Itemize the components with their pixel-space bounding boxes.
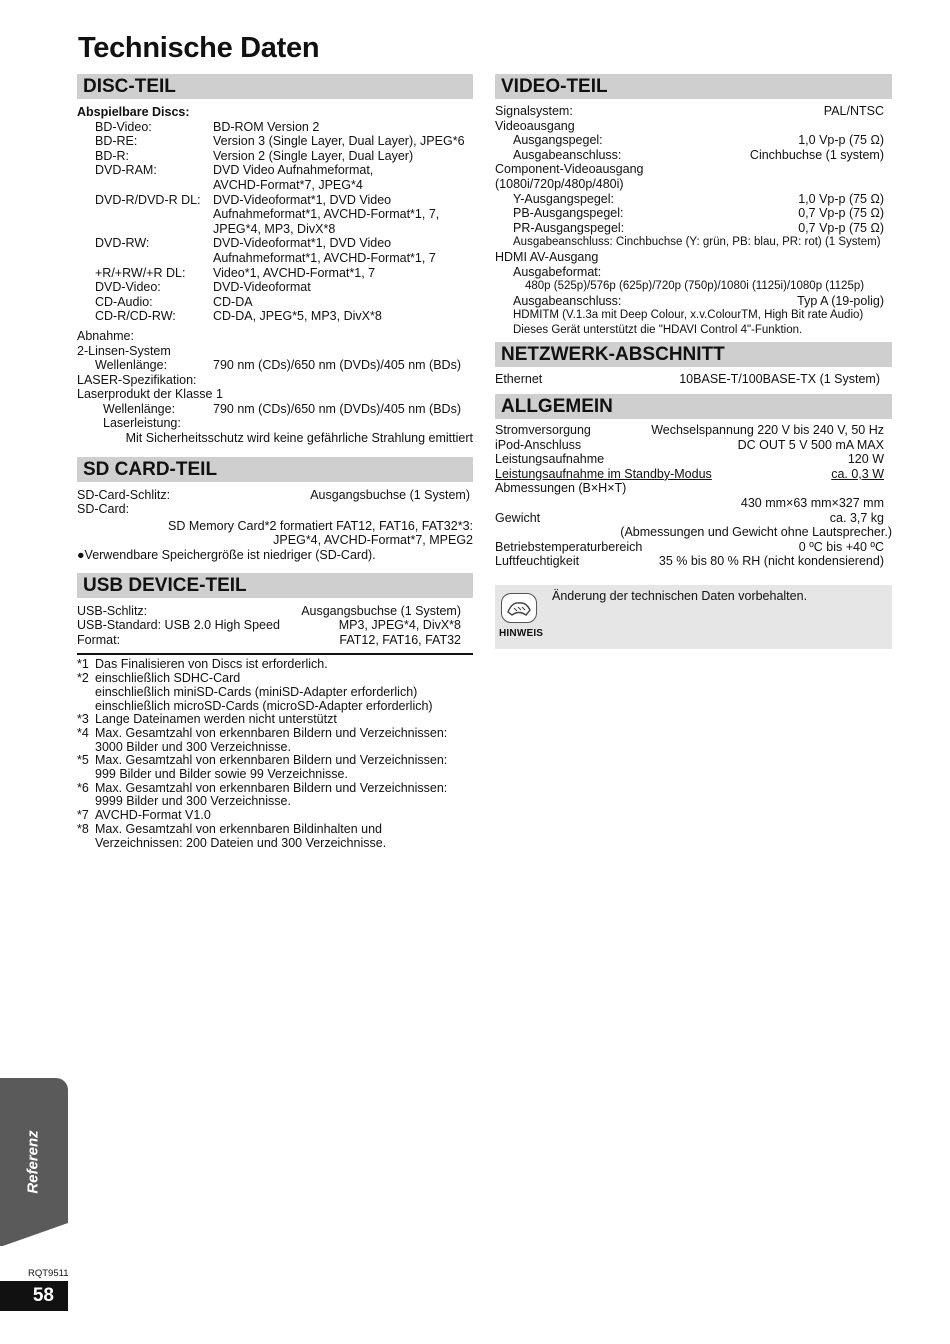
- side-tab-label: Referenz: [24, 1130, 42, 1194]
- humidity-row: Luftfeuchtigkeit 35 % bis 80 % RH (nicht kondensierend): [495, 554, 884, 569]
- laser-power-label: Laserleistung:: [103, 416, 181, 431]
- component-jack: Ausgabeanschluss: Cinchbuchse (Y: grün, PB: blau, PR: rot) (1 System): [513, 236, 881, 249]
- disc-item-dvd-r-cont1: Aufnahmeformat*1, AVCHD-Format*1, 7,: [213, 207, 440, 222]
- laser-wavelength: Wellenlänge: 790 nm (CDs)/650 nm (DVDs)/405 nm (BDs): [103, 401, 461, 416]
- pb-level-row: PB-Ausgangspegel: 0,7 Vp-p (75 Ω): [513, 206, 884, 221]
- ethernet-row: Ethernet 10BASE-T/100BASE-TX (1 System): [495, 371, 880, 386]
- reference-side-tab: [0, 1078, 68, 1246]
- laser-power-value: Mit Sicherheitsschutz wird keine gefährliche Strahlung emittiert: [125, 431, 473, 446]
- note-text: Änderung der technischen Daten vorbehalten.: [552, 589, 808, 604]
- disc-item-bd-r: BD-R: Version 2 (Single Layer, Dual Layer): [95, 148, 414, 163]
- note-box: [495, 585, 892, 649]
- disc-item-cd-audio: CD-Audio: CD-DA: [95, 294, 253, 309]
- usb-standard-row: USB-Standard: USB 2.0 High Speed MP3, JPEG*4, DivX*8: [77, 618, 461, 633]
- lens-system: 2-Linsen-System: [77, 343, 171, 358]
- footnote-2: *2 einschließlich SDHC-Card einschließlich miniSD-Cards (miniSD-Adapter erforderlich) einschließlich microSD-Cards (microSD-Adapter erforderlich): [77, 671, 433, 713]
- pickup-label: Abnahme:: [77, 328, 134, 343]
- footnote-1: *1 Das Finalisieren von Discs ist erforderlich.: [77, 657, 328, 672]
- footnote-divider: [77, 653, 473, 655]
- footnote-5: *5 Max. Gesamtzahl von erkennbaren Bildern und Verzeichnissen: 999 Bilder und Bilder sowie 99 Verzeichnisse.: [77, 753, 448, 782]
- note-label: HINWEIS: [499, 628, 544, 640]
- dimensions-value: 430 mm×63 mm×327 mm: [740, 496, 884, 511]
- general-section-heading: ALLGEMEIN: [495, 394, 892, 419]
- footnote-6: *6 Max. Gesamtzahl von erkennbaren Bildern und Verzeichnissen: 9999 Bilder und 300 Verzeichnisse.: [77, 780, 448, 809]
- disc-section-heading: DISC-TEIL: [77, 74, 473, 99]
- video-out-jack-row: Ausgabeanschluss: Cinchbuchse (1 system): [513, 147, 884, 162]
- playable-discs-label: Abspielbare Discs:: [77, 105, 190, 119]
- footnotes: [77, 658, 473, 850]
- hdmi-format-label: Ausgabeformat:: [513, 264, 602, 279]
- sd-note: ●Verwendbare Speichergröße ist niedriger (SD-Card).: [77, 548, 376, 563]
- dimensions-label: Abmessungen (B×H×T): [495, 481, 627, 496]
- standby-row: Leistungsaufnahme im Standby-Modus ca. 0,3 W: [495, 466, 884, 481]
- sd-slot-row: SD-Card-Schlitz: Ausgangsbuchse (1 System): [77, 487, 470, 502]
- sd-card-line1: SD Memory Card*2 formatiert FAT12, FAT16, FAT32*3:: [168, 518, 473, 533]
- temperature-row: Betriebstemperaturbereich 0 ºC bis +40 ºC: [495, 539, 884, 554]
- disc-item-dvd-r: DVD-R/DVD-R DL: DVD-Videoformat*1, DVD Video: [95, 192, 392, 207]
- hdmi-jack-row: Ausgabeanschluss: Typ A (19-polig): [513, 293, 884, 308]
- video-out-label: Videoausgang: [495, 118, 575, 133]
- disc-list: [77, 120, 473, 324]
- laser-class: Laserprodukt der Klasse 1: [77, 387, 223, 402]
- right-column: [495, 74, 892, 649]
- video-section-heading: VIDEO-TEIL: [495, 74, 892, 99]
- disc-item-bd-re: BD-RE: Version 3 (Single Layer, Dual Layer), JPEG*6: [95, 134, 465, 149]
- disc-item-plus-r: +R/+RW/+R DL: Video*1, AVCHD-Format*1, 7: [95, 265, 376, 280]
- sd-card-label: SD-Card:: [77, 502, 130, 517]
- y-level-row: Y-Ausgangspegel: 1,0 Vp-p (75 Ω): [513, 191, 884, 206]
- footnote-8: *8 Max. Gesamtzahl von erkennbaren Bildinhalten und Verzeichnissen: 200 Dateien und 300 Verzeichnisse.: [77, 821, 387, 850]
- left-column: [77, 74, 473, 850]
- footnote-7: *7 AVCHD-Format V1.0: [77, 808, 211, 823]
- power-row: Stromversorgung Wechselspannung 220 V bis 240 V, 50 Hz: [495, 423, 884, 438]
- pickup-wavelength: Wellenlänge: 790 nm (CDs)/650 nm (DVDs)/405 nm (BDs): [95, 358, 461, 373]
- component-formats: (1080i/720p/480p/480i): [495, 176, 624, 191]
- usb-format-row: Format: FAT12, FAT16, FAT32: [77, 632, 461, 647]
- laser-spec-label: LASER-Spezifikation:: [77, 372, 197, 387]
- usb-section-heading: USB DEVICE-TEIL: [77, 573, 473, 598]
- disc-item-dvd-r-cont2: JPEG*4, MP3, DivX*8: [213, 221, 336, 236]
- page-number: 58: [0, 1281, 68, 1311]
- usb-slot-row: USB-Schlitz: Ausgangsbuchse (1 System): [77, 603, 461, 618]
- video-out-level-row: Ausgangspegel: 1,0 Vp-p (75 Ω): [513, 133, 884, 148]
- component-label: Component-Videoausgang: [495, 162, 644, 177]
- network-section-heading: NETZWERK-ABSCHNITT: [495, 342, 892, 367]
- disc-item-dvd-video: DVD-Video: DVD-Videoformat: [95, 280, 311, 295]
- disc-item-dvd-ram-cont: AVCHD-Format*7, JPEG*4: [213, 177, 363, 192]
- footnote-4: *4 Max. Gesamtzahl von erkennbaren Bildern und Verzeichnissen: 3000 Bilder und 300 Verzeichnisse.: [77, 725, 448, 754]
- disc-item-bd-video: BD-Video: BD-ROM Version 2: [95, 119, 320, 134]
- signal-system-row: Signalsystem: PAL/NTSC: [495, 104, 884, 118]
- weight-row: Gewicht ca. 3,7 kg: [495, 510, 884, 525]
- page-title: Technische Daten: [78, 32, 320, 64]
- disc-item-dvd-rw-cont: Aufnahmeformat*1, AVCHD-Format*1, 7: [213, 250, 436, 265]
- disc-item-cd-r: CD-R/CD-RW: CD-DA, JPEG*5, MP3, DivX*8: [95, 309, 382, 324]
- tab-corner: [0, 1223, 68, 1247]
- hdavi-support: Dieses Gerät unterstützt die "HDAVI Control 4"-Funktion.: [513, 323, 803, 336]
- sd-card-line2: JPEG*4, AVCHD-Format*7, MPEG2: [273, 533, 473, 548]
- weight-note: (Abmessungen und Gewicht ohne Lautsprecher.): [620, 525, 892, 540]
- pr-level-row: PR-Ausgangspegel: 0,7 Vp-p (75 Ω): [513, 220, 884, 235]
- hdmi-version: HDMITM (V.1.3a mit Deep Colour, x.v.ColourTM, High Bit rate Audio): [513, 309, 864, 322]
- ipod-row: iPod-Anschluss DC OUT 5 V 500 mA MAX: [495, 437, 884, 452]
- disc-item-dvd-ram: DVD-RAM: DVD Video Aufnahmeformat,: [95, 163, 374, 178]
- hand-note-icon: [501, 593, 537, 623]
- sd-section-heading: SD CARD-TEIL: [77, 457, 473, 482]
- hdmi-label: HDMI AV-Ausgang: [495, 249, 599, 264]
- footnote-3: *3 Lange Dateinamen werden nicht unterstützt: [77, 712, 337, 727]
- document-id: RQT9511: [28, 1268, 69, 1279]
- hand-note-icon-svg: [502, 594, 536, 622]
- hdmi-format-value: 480p (525p)/576p (625p)/720p (750p)/1080i (1125i)/1080p (1125p): [525, 280, 865, 293]
- disc-item-dvd-rw: DVD-RW: DVD-Videoformat*1, DVD Video: [95, 236, 392, 251]
- consumption-row: Leistungsaufnahme 120 W: [495, 452, 884, 467]
